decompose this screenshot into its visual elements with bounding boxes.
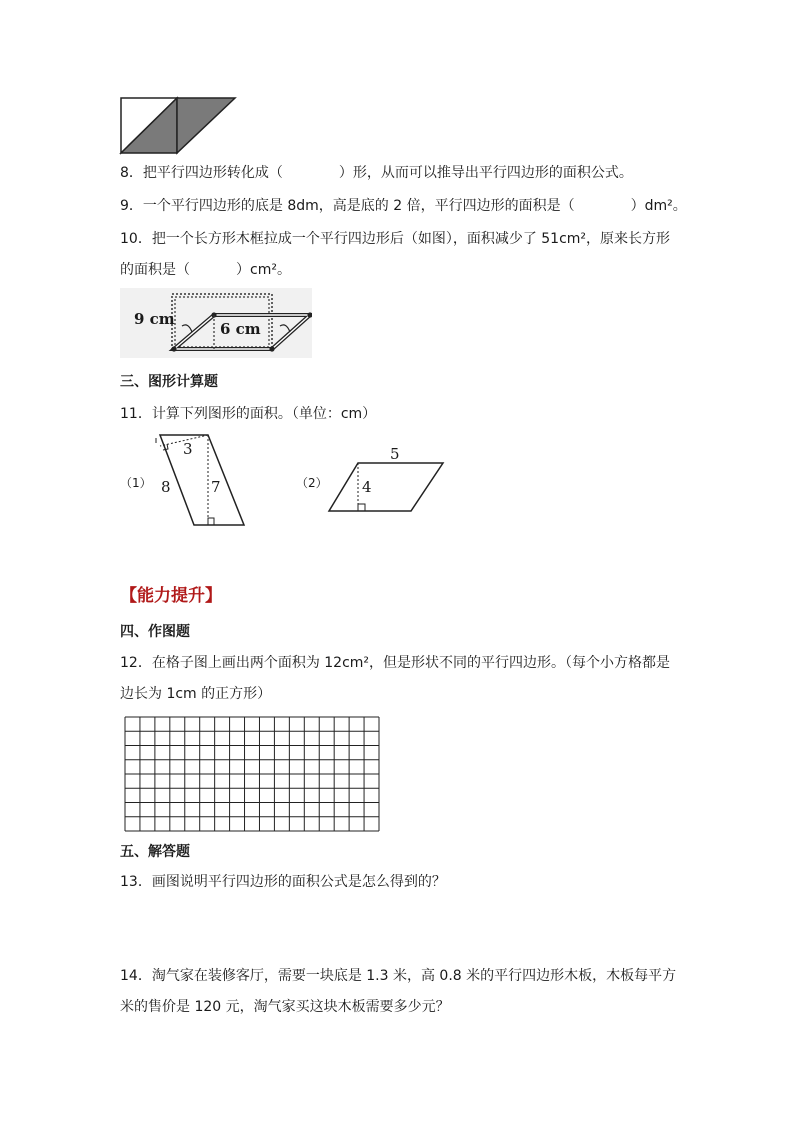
question-14-line-1: 14．淘气家在装修客厅，需要一块底是 1.3 米，高 0.8 米的平行四边形木板，木板每平方 — [120, 968, 677, 984]
ability-heading: 【能力提升】 — [120, 586, 222, 606]
question-12-line-1: 12．在格子图上画出两个面积为 12cm²，但是形状不同的平行四边形。（每个小方格都是 — [120, 655, 671, 671]
question-14-line-2: 米的售价是 120 元，淘气家买这块木板需要多少元？ — [120, 999, 450, 1015]
question-10-text-start: 的面积是（ — [120, 262, 190, 278]
question-12-line-2: 边长为 1cm 的正方形） — [120, 686, 272, 702]
figure-2-tag: （2） — [296, 476, 328, 490]
figure-1-label-top: 3 — [183, 440, 193, 458]
figure-2-label-base: 5 — [390, 445, 400, 463]
fig-label-9cm: 9 cm — [134, 310, 175, 328]
question-10-line-1: 10．把一个长方形木框拉成一个平行四边形后（如图），面积减少了 51cm²，原来长方形 — [120, 231, 671, 247]
section-5-title: 五、解答题 — [120, 844, 190, 860]
split-parallelogram-figure — [118, 96, 240, 156]
question-13: 13．画图说明平行四边形的面积公式是怎么得到的？ — [120, 874, 446, 890]
frame-figure — [120, 288, 312, 358]
drawing-grid[interactable] — [124, 716, 380, 832]
figure-1-label-height: 7 — [211, 478, 221, 496]
question-8-text-end: ）形，从而可以推导出平行四边形的面积公式。 — [338, 165, 633, 181]
figure-2-parallelogram — [326, 460, 446, 516]
figure-2-label-height: 4 — [362, 478, 372, 496]
question-9-text-end: ）dm²。 — [630, 198, 687, 214]
question-11: 11．计算下列图形的面积。（单位：cm） — [120, 406, 377, 422]
figure-1-label-side: 8 — [161, 478, 171, 496]
section-3-title: 三、图形计算题 — [120, 374, 218, 390]
question-9-text-start: 9．一个平行四边形的底是 8dm，高是底的 2 倍，平行四边形的面积是（ — [120, 198, 575, 214]
question-8-text-start: 8．把平行四边形转化成（ — [120, 165, 283, 181]
figure-1-tag: （1） — [120, 476, 152, 490]
fig-label-6cm: 6 cm — [220, 320, 261, 338]
question-10-line-2 — [120, 260, 291, 280]
question-8 — [120, 163, 633, 183]
question-10-text-end: ）cm²。 — [236, 262, 291, 278]
section-4-title: 四、作图题 — [120, 624, 190, 640]
question-9 — [120, 196, 687, 216]
